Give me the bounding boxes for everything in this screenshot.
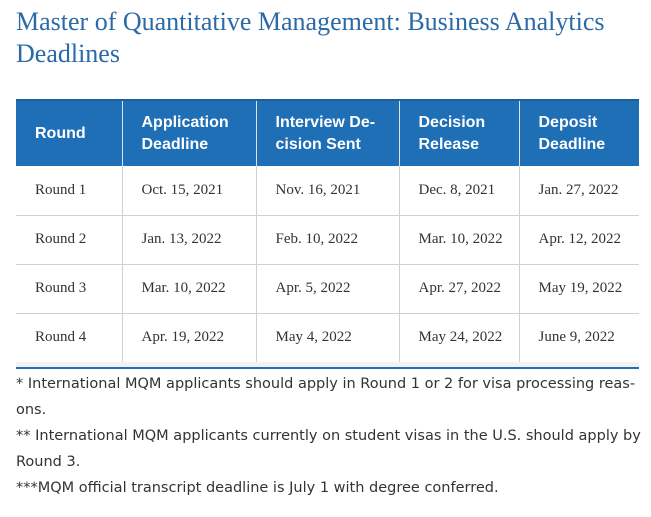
column-header-application-deadline: Application Deadline bbox=[122, 100, 256, 166]
cell-round: Round 1 bbox=[16, 166, 122, 215]
cell-application-deadline: Mar. 10, 2022 bbox=[122, 264, 256, 313]
table-bottom-border bbox=[16, 367, 639, 369]
cell-interview-decision-sent: Apr. 5, 2022 bbox=[256, 264, 399, 313]
cell-deposit-deadline: June 9, 2022 bbox=[519, 313, 639, 362]
page-title: Master of Quantitative Management: Business Analytics Deadlines bbox=[16, 7, 605, 68]
cell-deposit-deadline: May 19, 2022 bbox=[519, 264, 639, 313]
table-row bbox=[16, 215, 639, 264]
cell-round: Round 2 bbox=[16, 215, 122, 264]
cell-decision-release: Dec. 8, 2021 bbox=[399, 166, 519, 215]
table-row bbox=[16, 166, 639, 215]
footnotes bbox=[16, 371, 646, 501]
cell-application-deadline: Apr. 19, 2022 bbox=[122, 313, 256, 362]
cell-interview-decision-sent: May 4, 2022 bbox=[256, 313, 399, 362]
cell-interview-decision-sent: Nov. 16, 2021 bbox=[256, 166, 399, 215]
cell-decision-release: Mar. 10, 2022 bbox=[399, 215, 519, 264]
column-header-decision-release: Decision Release bbox=[399, 100, 519, 166]
cell-round: Round 4 bbox=[16, 313, 122, 362]
column-header-round: Round bbox=[16, 100, 122, 166]
column-header-deposit-deadline: Deposit Deadline bbox=[519, 100, 639, 166]
deadlines-table-container bbox=[16, 99, 639, 368]
cell-deposit-deadline: Jan. 27, 2022 bbox=[519, 166, 639, 215]
cell-interview-decision-sent: Feb. 10, 2022 bbox=[256, 215, 399, 264]
cell-application-deadline: Oct. 15, 2021 bbox=[122, 166, 256, 215]
cell-decision-release: Apr. 27, 2022 bbox=[399, 264, 519, 313]
table-row bbox=[16, 264, 639, 313]
column-header-interview-decision-sent: Interview De-cision Sent bbox=[256, 100, 399, 166]
cell-application-deadline: Jan. 13, 2022 bbox=[122, 215, 256, 264]
footnote-student-visas: ** International MQM applicants currently on student visas in the U.S. should apply by Round 3. bbox=[16, 428, 641, 470]
cell-deposit-deadline: Apr. 12, 2022 bbox=[519, 215, 639, 264]
deadlines-table bbox=[16, 99, 639, 362]
footnote-visa-rounds: * International MQM applicants should apply in Round 1 or 2 for visa processing reas-ons. bbox=[16, 376, 636, 418]
cell-round: Round 3 bbox=[16, 264, 122, 313]
table-row bbox=[16, 313, 639, 362]
cell-decision-release: May 24, 2022 bbox=[399, 313, 519, 362]
table-header-row bbox=[16, 100, 639, 166]
footnote-transcript: ***MQM official transcript deadline is July 1 with degree conferred. bbox=[16, 480, 499, 496]
